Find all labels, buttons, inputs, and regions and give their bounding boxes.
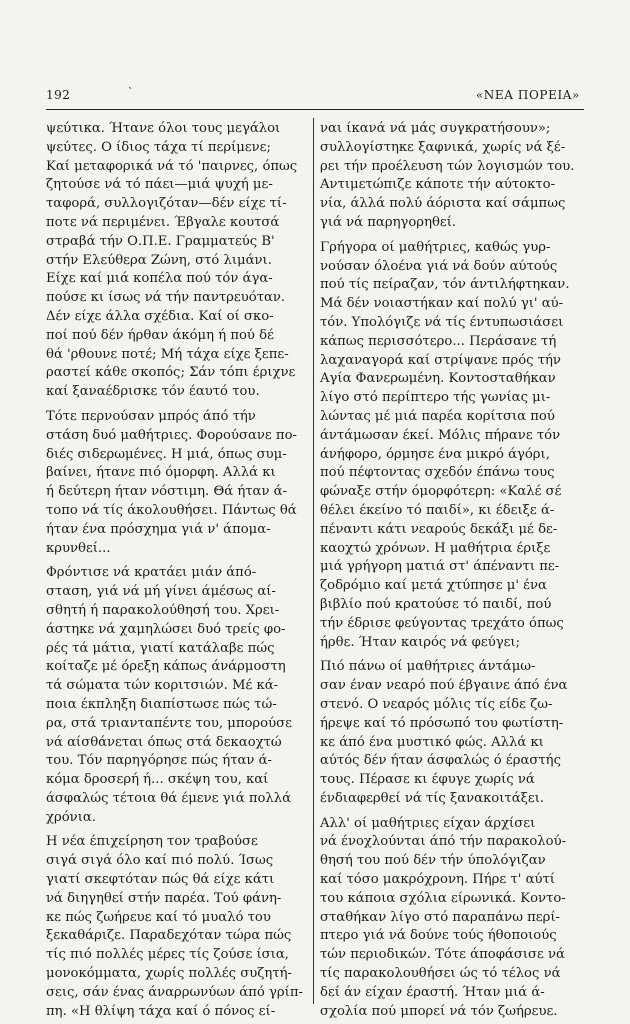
paragraph: Πιό πάνω οί μαθήτριες άντάμω- σαν έναν νεαρό πού έβγαινε άπό ένα στενό. Ο νεαρός μόλις τίς είδε ζω- ήρεψε καί τό πρόσωπό του φωτίστη- κε άπό ένα μυστικό φώς. Αλλά κι αύτός δέν ήταν άσφαλώς ό έραστής τους. Πέρασε κι έφυγε χωρίς νά ένδιαφερθεί νά τίς ξανακοιτάξει. [320,659,568,806]
paragraph: Γρήγορα οί μαθήτριες, καθώς γυρ- νούσαν όλοένα γιά νά δούν αύτούς πού τίς πείραζαν, τόν άντιλήφτηκαν. Μά δέν νοιαστήκαν καί πολύ γι' αύ- τόν. Υπολόγιζε νά τίς έντυπωσιάσει κάπως περισσότερο... Περάσανε τή λαχαναγορά καί στρίψανε πρός τήν Αγία Φανερωμένη. Κοντοσταθήκαν λίγο στό περίπτερο τής γωνίας μι- λώντας μέ μιά παρέα κορίτσια πού άντάμωσαν έκεί. Μόλις πήρανε τόν άνήφορο, όρμησε ένα μικρό άγόρι, πού πέφτοντας σχεδόν έπάνω τους φώναξε στήν όμορφότερη: «Καλέ σέ θέλει έκείνο τό παιδί», κι έδειξε ά- πέναντι κάτι νεαρούς δεκάξι μέ δε- καοχτώ χρόνων. Η μαθήτρια έριξε μιά γρήγορη ματιά στ' άπέναντι πε- ζοδρόμιο καί μετά χτύπησε μ' ένα βιβλίο πού κρατούσε τό παιδί, πού τήν έδρισε φεύγοντας τρεχάτο όπως ήρθε. Ήταν καιρός νά φεύγει; [320,239,570,650]
page-number: 192 [46,88,71,102]
print-mark: ` [128,86,134,99]
header-rule [46,109,584,110]
column-divider [313,118,314,1004]
paragraph: Η νέα έπιχείρηση τον τραβούσε σιγά σιγά όλο καί πιό πολύ. Ίσως γιατί σκεφτόταν πώς θά είχε κάτι νά διηγηθεί στήν παρέα. Τού φάνη- κε πώς ζωήρευε καί τό μυαλό του ξεκαθάριζε. Παραδεχόταν τώρα πώς τίς πιό πολλές μέρες τίς ζούσε ίσια, μονοκόμματα, χωρίς πολλές συζητή- σεις, σάν ένας άναρρωνύων άπό γρίπ- πη. «Η θλίψη τάχα καί ό πόνος εί- [46,834,303,1019]
paragraph: ναι ίκανά νά μάς συγκρατήσουν»; συλλογίστηκε ξαφνικά, χωρίς νά ξέ- ρει τήν προέλευση τών λογισμών του. Αντιμετώπιζε κάποτε τήν αύτοκτο- νία, άλλά πολύ άόριστα καί σάμπως γιά νά παρηγορηθεί. [320,121,575,230]
paragraph: Αλλ' οί μαθήτριες είχαν άρχίσει νά ένοχλούνται άπό τήν παρακολού- θησή του πού δέν τήν ύπολόγιζαν καί τόσο μακρόχρονη. Πήρε τ' αύτί του κάποια σχόλια είρωνικά. Κοντο- σταθήκαν λίγο στό παραπάνω περί- πτερο γιά νά δούνε τούς ήθοποιούς τών περιοδικών. Τότε άποφάσισε νά τίς παρακολουθήσει ώς τό τέλος νά δεί άν είχαν έραστή. Ήταν μιά ά- σχολία πού μπορεί νά τόν ζωήρευε. [320,815,567,1019]
paragraph: Φρόντισε νά κρατάει μιάν άπό- σταση, γιά νά μή γίνει άμέσως αί- σθητή ή παρακολούθησή του. Χρει- άστηκε νά χαμηλώσει δυό τρείς φο- ρές τά μάτια, γιατί κατάλαβε πώς κοίταζε μέ όρεξη κάπως άνάρμοστη τά σώματα τών κοριτσιών. Μέ κά- ποια έκπληξη διαπίστωσε πώς τώ- ρα, στά τριανταπέντε του, μπορούσε νά αίσθάνεται όπως στά δεκαοχτώ του. Τόν παρηγόρησε πώς ήταν ά- κόμα δροσερή ή... σκέψη του, καί άσφαλώς τέτοια θά έμενε γιά πολλά χρόνια. [46,565,292,825]
right-column [320,120,582,1019]
page-header [46,88,580,108]
paragraph: Τότε περνούσαν μπρός άπό τήν στάση δυό μαθήτριες. Φορούσανε πο- διές σιδερωμένες. Η μιά, όπως συμ- βαίνει, ήτανε πιό όμορφη. Αλλά κι ή δεύτερη ήταν νόστιμη. Θά ήταν ά- τοπο νά τίς άκολουθήσει. Πάντως θά ήταν ένα πρόσχημα γιά ν' άπομα- κρυνθεί... [46,408,297,556]
paragraph: ψεύτικα. Ήτανε όλοι τους μεγάλοι ψεύτες. Ο ίδιος τάχα τί περίμενε; Καί μεταφορικά νά τό 'παιρνες, όπως ζητούσε νά τό πάει—μιά ψυχή με- ταφορά, συλλογιζόταν—δέν είχε τί- ποτε νά περιμένει. Έβγαλε κουτσά στραβά τήν Ο.Π.Ε. Γραμματεύς Β' στήν Ελεύθερα Ζώνη, στό λιμάνι. Είχε καί μιά κοπέλα πού τόν άγα- πούσε κι ίσως νά τήν παντρευόταν. Δέν είχε άλλα σχέδια. Καί οί σκο- ποί πού δέν ήρθαν άκόμη ή πού δέ θά 'ρθουνε ποτέ; Μή τάχα είχε ξεπε- ραστεί κάθε σκοπός; Σάν τόπι έριχνε καί ξαναέδρισκε τόν έαυτό του. [46,121,298,400]
left-column [46,120,308,1019]
running-title: «ΝΕΑ ΠΟΡΕΙΑ» [475,88,580,102]
